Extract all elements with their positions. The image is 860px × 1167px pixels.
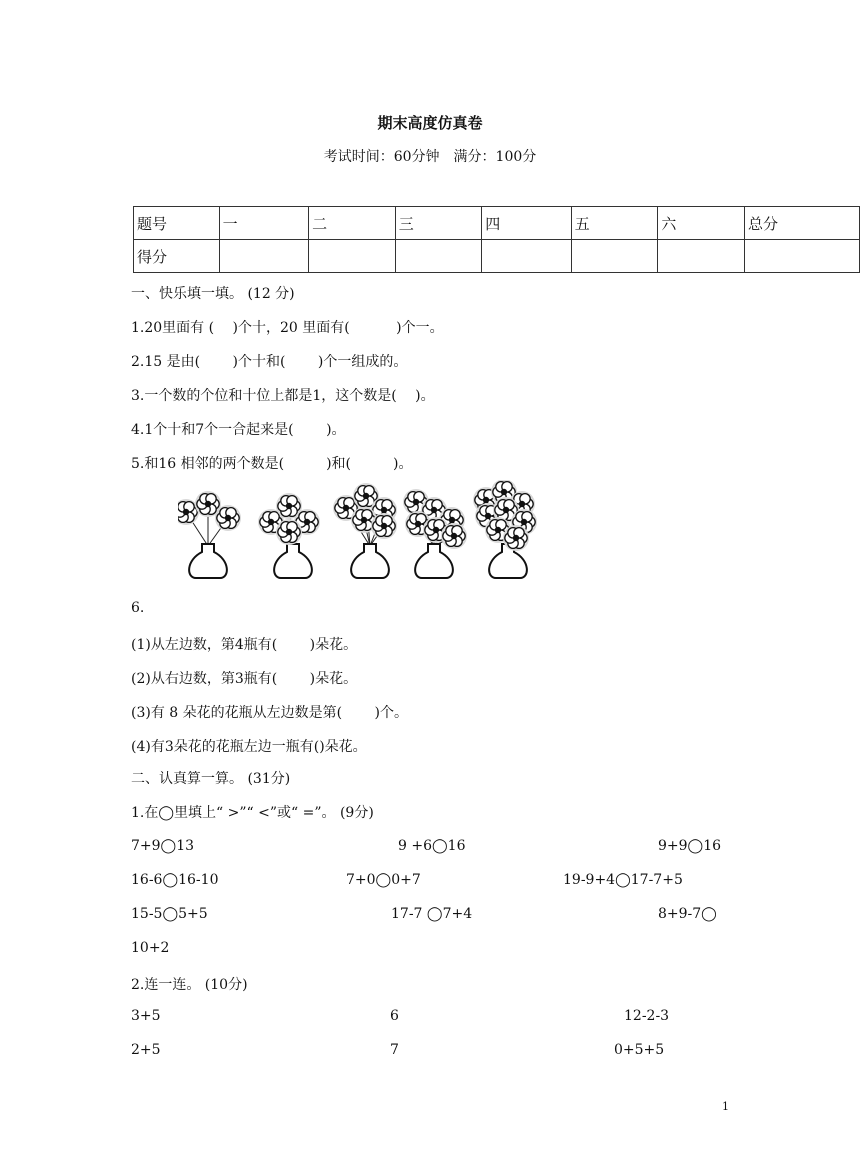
- compare-item: 17-7 ◯7+4: [391, 906, 473, 922]
- score-table: [133, 206, 860, 273]
- score-cell[interactable]: [658, 240, 745, 273]
- flower-vase: [333, 483, 397, 578]
- question-1-6-1: (1)从左边数，第4瓶有( )朵花。: [131, 637, 358, 653]
- score-header-cell: 五: [571, 207, 658, 240]
- flower-vase: [258, 493, 320, 578]
- question-1-6: 6.: [131, 600, 145, 616]
- page-number: 1: [722, 1100, 729, 1113]
- compare-item: 15-5◯5+5: [131, 906, 208, 922]
- connect-item: 6: [390, 1008, 399, 1024]
- connect-item: 12-2-3: [624, 1008, 670, 1024]
- flower-icon: [215, 505, 241, 531]
- question-1-6-3: (3)有 8 朵花的花瓶从左边数是第( )个。: [131, 705, 409, 721]
- flower-icon: [441, 523, 467, 549]
- compare-item: 16-6◯16-10: [131, 872, 219, 888]
- question-2-2-heading: 2.连一连。 (10分): [131, 977, 248, 993]
- score-header-cell: 总分: [744, 207, 859, 240]
- score-cell[interactable]: [744, 240, 859, 273]
- question-2-1-heading: 1.在◯里填上“ >”“ <”或“ =”。 (9分): [131, 805, 374, 821]
- flower-vase: [178, 491, 241, 578]
- compare-item: 9+9◯16: [658, 838, 722, 854]
- connect-item: 2+5: [131, 1042, 161, 1058]
- flower-vase: [403, 489, 467, 578]
- compare-item: 7+0◯0+7: [346, 872, 421, 888]
- score-cell[interactable]: [482, 240, 572, 273]
- connect-item: 0+5+5: [614, 1042, 665, 1058]
- exam-info: 考试时间：60分钟 满分：100分: [323, 149, 537, 165]
- question-1-6-2: (2)从右边数，第3瓶有( )朵花。: [131, 671, 358, 687]
- section1-heading: 一、快乐填一填。 (12 分): [131, 286, 295, 302]
- compare-item: 8+9-7◯: [658, 906, 717, 922]
- question-1-1: 1.20里面有 ( )个十，20 里面有( )个一。: [131, 320, 444, 336]
- score-header-cell: 四: [482, 207, 572, 240]
- flower-vases-image: [178, 480, 558, 590]
- compare-item: 19-9+4◯17-7+5: [563, 872, 683, 888]
- score-cell[interactable]: [571, 240, 658, 273]
- score-header-cell: 三: [395, 207, 482, 240]
- score-table-score-row: [134, 240, 860, 273]
- compare-item: 10+2: [131, 940, 170, 956]
- score-table-header-row: [134, 207, 860, 240]
- question-1-2: 2.15 是由( )个十和( )个一组成的。: [131, 354, 408, 370]
- question-1-5: 5.和16 相邻的两个数是( )和( )。: [131, 456, 413, 472]
- flower-icon: [371, 513, 397, 539]
- compare-item: 7+9◯13: [131, 838, 195, 854]
- vase-icon: [415, 544, 453, 578]
- score-cell[interactable]: [395, 240, 482, 273]
- vase-icon: [351, 544, 389, 578]
- score-cell[interactable]: [309, 240, 396, 273]
- section2-heading: 二、认真算一算。 (31分): [131, 771, 291, 787]
- score-header-cell: 题号: [134, 207, 220, 240]
- score-row-label: 得分: [134, 240, 220, 273]
- vase-icon: [189, 544, 227, 578]
- flower-vase: [473, 480, 537, 578]
- question-1-4: 4.1个十和7个一合起来是( )。: [131, 422, 346, 438]
- question-1-6-4: (4)有3朵花的花瓶左边一瓶有()朵花。: [131, 739, 367, 755]
- compare-item: 9 +6◯16: [398, 838, 466, 854]
- question-1-3: 3.一个数的个位和十位上都是1，这个数是( )。: [131, 388, 435, 404]
- flower-icon: [503, 525, 529, 551]
- flower-icon: [276, 519, 302, 545]
- page-title: 期末高度仿真卷: [377, 114, 483, 132]
- connect-item: 7: [390, 1042, 399, 1058]
- connect-item: 3+5: [131, 1008, 161, 1024]
- score-cell[interactable]: [219, 240, 309, 273]
- score-header-cell: 二: [309, 207, 396, 240]
- score-header-cell: 一: [219, 207, 309, 240]
- score-header-cell: 六: [658, 207, 745, 240]
- vase-icon: [274, 544, 312, 578]
